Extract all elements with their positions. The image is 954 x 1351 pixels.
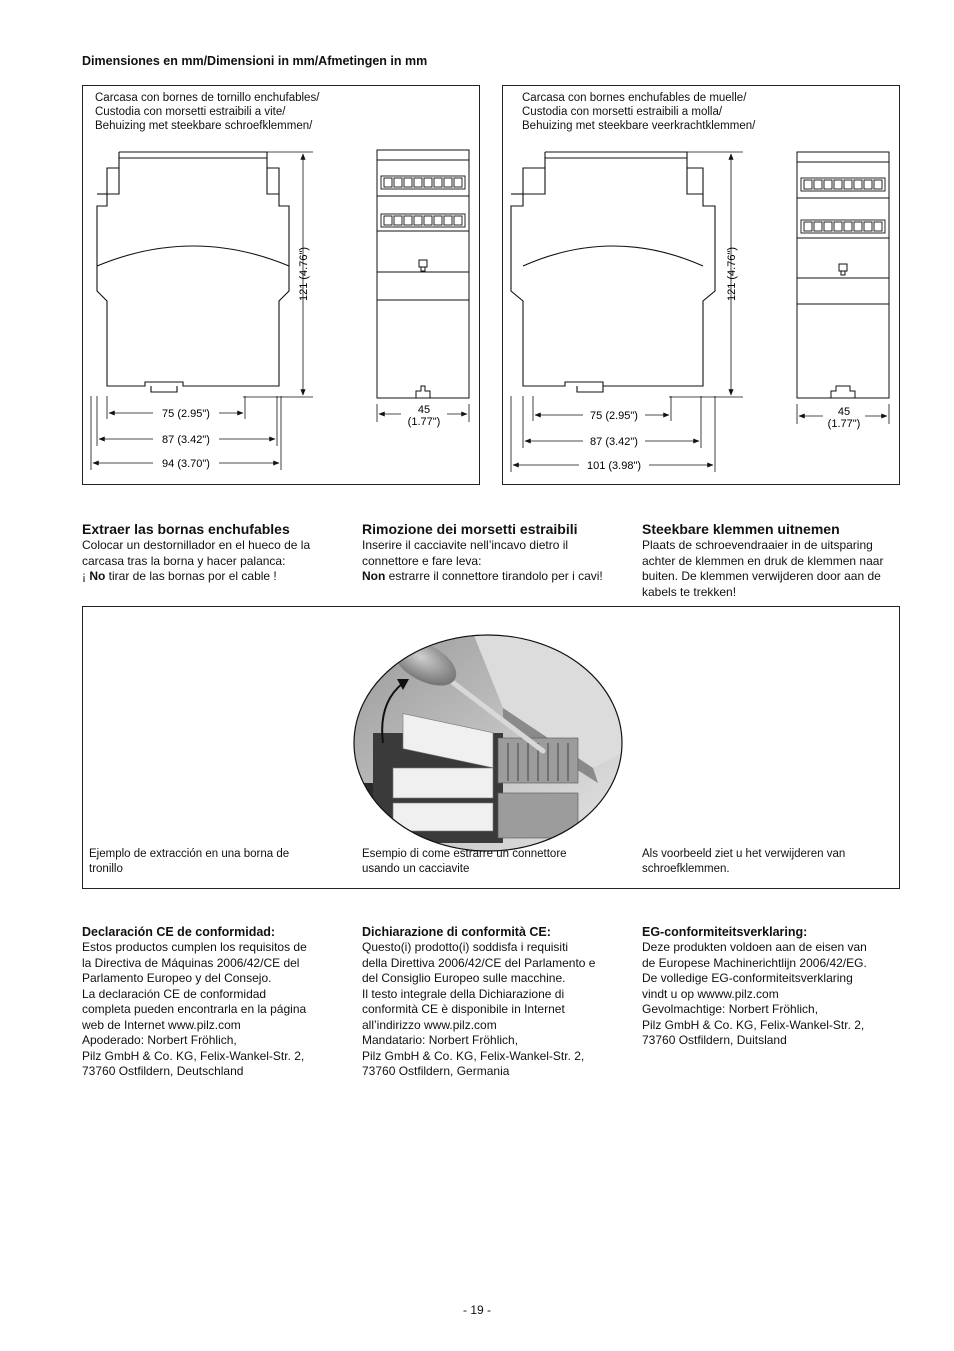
section-text: Plaats de schroevendraaier in de uitsparing achter de klemmen en druk de klemmen naar buiten. De klemmen verwijderen door aan de kabels te trekken! — [642, 538, 884, 599]
spring-housing-drawing — [503, 86, 899, 484]
terminal-block-top — [381, 176, 465, 189]
section-title: Dichiarazione di conformità CE: — [362, 925, 551, 939]
caption-line-nl: Behuizing met steekbare veerkrachtklemmen/ — [522, 120, 756, 132]
removal-instructions-it — [362, 521, 626, 585]
terminal-block-bottom — [381, 214, 465, 227]
conformity-declaration-it — [362, 925, 624, 1080]
width-87-label: 87 (3.42") — [590, 436, 638, 448]
width-101-label: 101 (3.98") — [586, 460, 642, 472]
caption-line-es: Carcasa con bornes enchufables de muelle/ — [522, 92, 747, 104]
photo-caption-it: Esempio di come estrarre un connettore usando un cacciavite — [362, 848, 567, 875]
width-75-label: 75 (2.95") — [590, 410, 638, 422]
conformity-declaration-nl — [642, 925, 904, 1049]
section-title: Rimozione dei morsetti estraibili — [362, 521, 578, 537]
page-number: - 19 - — [462, 1303, 491, 1317]
section-title: EG-conformiteitsverklaring: — [642, 925, 808, 939]
caption-line-it: Custodia con morsetti estraibili a molla/ — [522, 106, 723, 118]
section-text: Deze produkten voldoen aan de eisen van de Europese Machinerichtlijn 2006/42/EG. De volledige EG-conformiteitsverklaring vindt u op wwww.pilz.com Gevolmachtige: Norbert Fröhlich, Pilz GmbH & Co. KG, Felix-Wankel-Str. 2, 73760 Ostfildern, Duitsland — [642, 940, 867, 1047]
screw-housing-drawing — [83, 86, 479, 484]
side-width-label: 45 — [837, 406, 851, 418]
height-dimension-label: 121 (4.76") — [298, 246, 310, 302]
photo-caption-es: Ejemplo de extracción en una borna de tronillo — [89, 848, 290, 875]
caption-line-es: Carcasa con bornes de tornillo enchufables/ — [95, 92, 320, 104]
caption-line-nl: Behuizing met steekbare schroefklemmen/ — [95, 120, 313, 132]
width-87-label: 87 (3.42") — [162, 434, 210, 446]
housing-front-outline — [511, 152, 715, 392]
side-width-inch-label: (1.77") — [827, 418, 861, 430]
section-text: Questo(i) prodotto(i) soddisfa i requisiti della Direttiva 2006/42/CE del Parlamento e del Consiglio Europeo sulle macchine. Il testo integrale della Dichiarazione di conformità CE è disponibile in Internet all’indirizzo www.pilz.com Mandatario: Norbert Fröhlich, Pilz GmbH & Co. KG, Felix-Wankel-Str. 2, 73760 Ostfildern, Germania — [362, 940, 596, 1078]
removal-instructions-es — [82, 521, 342, 585]
dimension-diagram-screw-terminals — [82, 85, 480, 485]
section-title: Declaración CE de conformidad: — [82, 925, 276, 939]
photo-caption-nl: Als voorbeeld ziet u het verwijderen van schroefklemmen. — [642, 848, 846, 875]
section-text: Inserire il cacciavite nell’incavo dietro il connettore e fare leva: Non estrarre il connettore tirandolo per i cavi! — [362, 538, 603, 583]
section-title: Extraer las bornas enchufables — [82, 521, 290, 537]
page-heading: Dimensiones en mm/Dimensioni in mm/Afmetingen in mm — [82, 54, 428, 68]
side-width-inch-label: (1.77") — [407, 416, 441, 428]
terminal-removal-photo — [353, 633, 623, 853]
section-text: Colocar un destornillador en el hueco de la carcasa tras la borna y hacer palanca: ¡ No tirar de las bornas por el cable ! — [82, 538, 311, 583]
height-dimension-label: 121 (4.76") — [726, 246, 738, 302]
caption-line-it: Custodia con morsetti estraibili a vite/ — [95, 106, 286, 118]
terminal-block-bottom — [801, 220, 885, 233]
removal-photo-panel — [82, 606, 900, 889]
dimension-diagram-spring-terminals — [502, 85, 900, 485]
housing-front-outline — [97, 152, 289, 392]
width-94-label: 94 (3.70") — [162, 458, 210, 470]
removal-instructions-nl — [642, 521, 906, 600]
terminal-block-top — [801, 178, 885, 191]
section-title: Steekbare klemmen uitnemen — [642, 521, 840, 537]
section-text: Estos productos cumplen los requisitos de la Directiva de Máquinas 2006/42/CE del Parlamento Europeo y del Consejo. La declaración CE de conformidad completa pueden encontrarla en la página web de Internet www.pilz.com Apoderado: Norbert Fröhlich, Pilz GmbH & Co. KG, Felix-Wankel-Str. 2, 73760 Ostfildern, Deutschland — [82, 940, 307, 1078]
width-75-label: 75 (2.95") — [162, 408, 210, 420]
side-width-label: 45 — [417, 404, 431, 416]
conformity-declaration-es — [82, 925, 344, 1080]
